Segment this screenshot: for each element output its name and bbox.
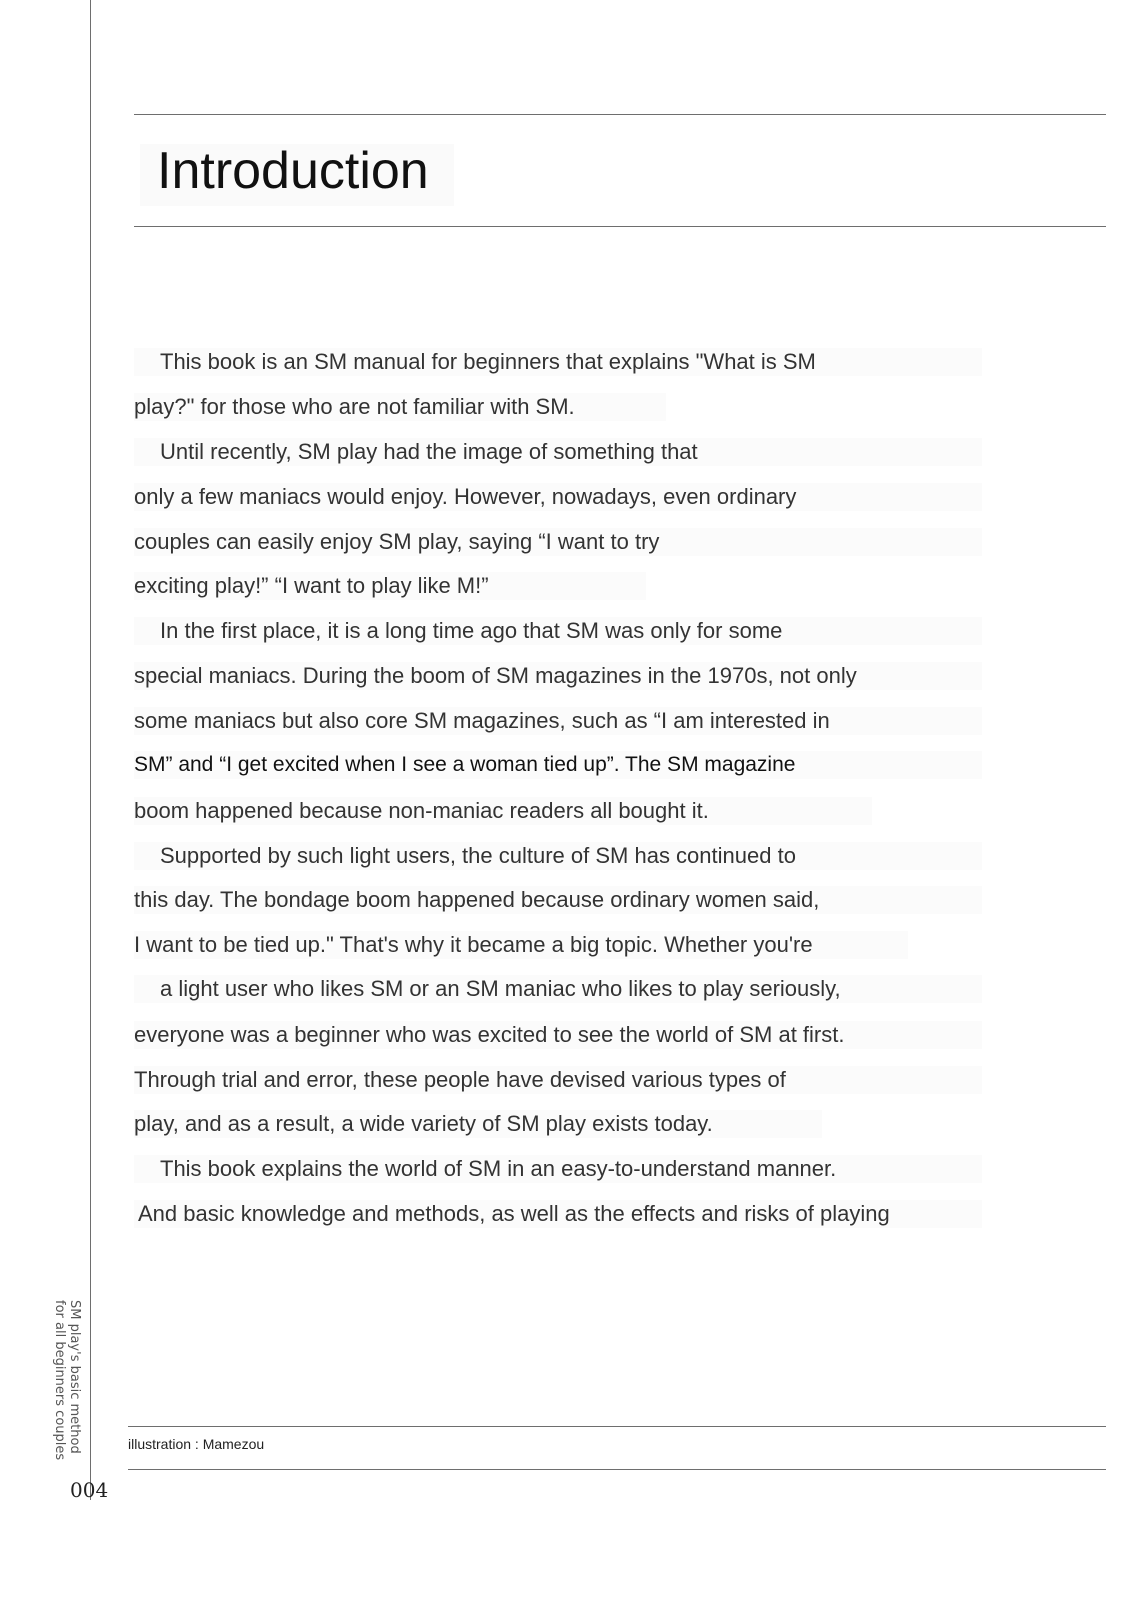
margin-rule xyxy=(90,0,91,1500)
body-line: exciting play!” “I want to play like M!” xyxy=(134,572,646,600)
body-line: In the first place, it is a long time ago that SM was only for some xyxy=(134,617,982,645)
body-line: a light user who likes SM or an SM maniac who likes to play seriously, xyxy=(134,975,982,1003)
body-line: everyone was a beginner who was excited to see the world of SM at first. xyxy=(134,1021,982,1049)
body-line: SM” and “I get excited when I see a woman tied up”. The SM magazine xyxy=(134,751,982,779)
body-line: special maniacs. During the boom of SM magazines in the 1970s, not only xyxy=(134,662,982,690)
body-line: this day. The bondage boom happened because ordinary women said, xyxy=(134,886,982,914)
body-line: play, and as a result, a wide variety of SM play exists today. xyxy=(134,1110,822,1138)
body-line: I want to be tied up." That's why it became a big topic. Whether you're xyxy=(134,931,908,959)
body-line: This book is an SM manual for beginners that explains "What is SM xyxy=(134,348,982,376)
footer-bottom-rule xyxy=(128,1469,1106,1470)
book-title-line: for all beginners couples xyxy=(52,1300,67,1461)
page-number: 004 xyxy=(70,1478,109,1502)
running-book-title xyxy=(52,1300,82,1460)
footer-top-rule xyxy=(128,1426,1106,1427)
body-line: This book explains the world of SM in an easy-to-understand manner. xyxy=(134,1155,982,1183)
title-top-rule xyxy=(134,114,1106,115)
body-line: And basic knowledge and methods, as well as the effects and risks of playing xyxy=(134,1200,982,1228)
body-line: couples can easily enjoy SM play, saying “I want to try xyxy=(134,528,982,556)
body-line: Supported by such light users, the culture of SM has continued to xyxy=(134,842,982,870)
page-title: Introduction xyxy=(157,142,429,200)
title-bottom-rule xyxy=(134,226,1106,227)
body-line: Until recently, SM play had the image of something that xyxy=(134,438,982,466)
body-line: play?" for those who are not familiar with SM. xyxy=(134,393,666,421)
book-title-line: SM play's basic method xyxy=(67,1300,82,1454)
body-line: Through trial and error, these people have devised various types of xyxy=(134,1066,982,1094)
illustration-credit: illustration : Mamezou xyxy=(128,1436,265,1452)
body-line: some maniacs but also core SM magazines, such as “I am interested in xyxy=(134,707,982,735)
body-line: only a few maniacs would enjoy. However, nowadays, even ordinary xyxy=(134,483,982,511)
body-line: boom happened because non-maniac readers all bought it. xyxy=(134,797,872,825)
